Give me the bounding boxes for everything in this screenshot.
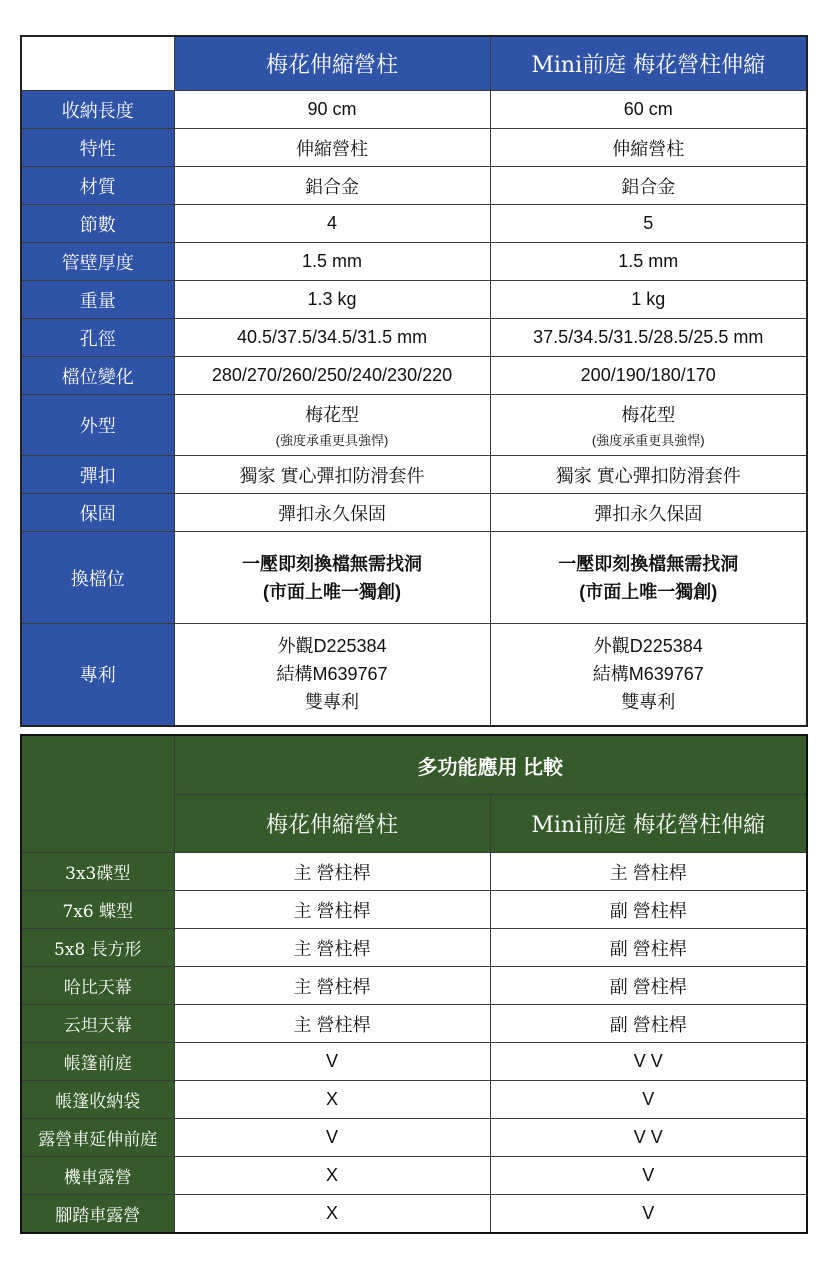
spec-value-b xyxy=(490,532,807,624)
spec-value-a: 280/270/260/250/240/230/220 xyxy=(174,357,490,395)
spec-value-b: 1 kg xyxy=(490,281,807,319)
shape-name: 梅花型 xyxy=(305,405,359,425)
switch-feature: 一壓即刻換檔無需找洞 xyxy=(242,553,422,574)
spec-row-warranty xyxy=(21,494,807,532)
usage-value-b: 副 營柱桿 xyxy=(490,967,807,1005)
usage-row-label: 5x8 長方形 xyxy=(21,929,174,967)
usage-row-label: 腳踏車露營 xyxy=(21,1195,174,1233)
spec-row-label: 重量 xyxy=(21,281,174,319)
spec-value-a: 90 cm xyxy=(174,91,490,129)
spec-row xyxy=(21,243,807,281)
usage-value-b: 主 營柱桿 xyxy=(490,853,807,891)
patent-design: 外觀D225384 xyxy=(593,636,703,657)
spec-row xyxy=(21,91,807,129)
spec-row-patent xyxy=(21,624,807,726)
usage-value-b: V xyxy=(490,1081,807,1119)
shape-name: 梅花型 xyxy=(621,405,676,425)
spec-value-a: 獨家 實心彈扣防滑套件 xyxy=(174,456,490,494)
switch-note: (市面上唯一獨創) xyxy=(263,581,401,602)
spec-comparison-table xyxy=(20,35,808,727)
usage-row xyxy=(21,967,807,1005)
spec-row-label: 收納長度 xyxy=(21,91,174,129)
usage-value-b: V xyxy=(490,1195,807,1233)
usage-value-a: 主 營柱桿 xyxy=(174,891,490,929)
usage-value-a: X xyxy=(174,1195,490,1233)
spec-value-a: 4 xyxy=(174,205,490,243)
usage-value-a: X xyxy=(174,1081,490,1119)
spec-value-a: 1.5 mm xyxy=(174,243,490,281)
spec-row-label: 保固 xyxy=(21,494,174,532)
spec-row-buckle xyxy=(21,456,807,494)
spec-value-a: 鋁合金 xyxy=(174,167,490,205)
usage-row-label: 云坦天幕 xyxy=(21,1005,174,1043)
usage-row xyxy=(21,1195,807,1233)
usage-row xyxy=(21,1157,807,1195)
usage-value-b: V V xyxy=(490,1119,807,1157)
spec-row-label: 專利 xyxy=(21,624,174,726)
usage-row-label: 哈比天幕 xyxy=(21,967,174,1005)
usage-value-a: V xyxy=(174,1043,490,1081)
usage-product-a-header: 梅花伸縮營柱 xyxy=(174,795,490,853)
spec-value-b: 獨家 實心彈扣防滑套件 xyxy=(490,456,807,494)
spec-value-a: 彈扣永久保固 xyxy=(174,494,490,532)
usage-table-title: 多功能應用 比較 xyxy=(174,735,807,795)
usage-value-b: 副 營柱桿 xyxy=(490,891,807,929)
spec-value-b xyxy=(490,395,807,456)
usage-value-a: 主 營柱桿 xyxy=(174,1005,490,1043)
usage-row-label: 帳篷收納袋 xyxy=(21,1081,174,1119)
switch-feature: 一壓即刻換檔無需找洞 xyxy=(558,553,739,574)
patent-structure: 結構M639767 xyxy=(592,664,704,685)
spec-value-b: 1.5 mm xyxy=(490,243,807,281)
spec-row-label: 彈扣 xyxy=(21,456,174,494)
usage-value-b: V xyxy=(490,1157,807,1195)
shape-note: (強度承重更具強悍) xyxy=(275,433,389,448)
spec-row-shape xyxy=(21,395,807,456)
usage-row xyxy=(21,853,807,891)
spec-value-a: 40.5/37.5/34.5/31.5 mm xyxy=(174,319,490,357)
usage-row-label: 7x6 蝶型 xyxy=(21,891,174,929)
spec-row-label: 孔徑 xyxy=(21,319,174,357)
spec-value-b: 200/190/180/170 xyxy=(490,357,807,395)
usage-value-a: V xyxy=(174,1119,490,1157)
usage-product-b-header: Mini前庭 梅花營柱伸縮 xyxy=(490,795,807,853)
usage-row-label: 機車露營 xyxy=(21,1157,174,1195)
spec-row xyxy=(21,319,807,357)
spec-value-b: 彈扣永久保固 xyxy=(490,494,807,532)
spec-row-label: 換檔位 xyxy=(21,532,174,624)
usage-value-a: 主 營柱桿 xyxy=(174,853,490,891)
spec-value-b: 鋁合金 xyxy=(490,167,807,205)
spec-row xyxy=(21,281,807,319)
usage-row xyxy=(21,1081,807,1119)
patent-design: 外觀D225384 xyxy=(277,636,387,657)
spec-row-label: 節數 xyxy=(21,205,174,243)
usage-value-b: 副 營柱桿 xyxy=(490,1005,807,1043)
spec-value-b: 伸縮營柱 xyxy=(490,129,807,167)
spec-row-label: 特性 xyxy=(21,129,174,167)
usage-row xyxy=(21,891,807,929)
patent-double: 雙專利 xyxy=(621,692,676,713)
usage-value-b: 副 營柱桿 xyxy=(490,929,807,967)
patent-structure: 結構M639767 xyxy=(276,664,388,685)
spec-value-a xyxy=(174,532,490,624)
usage-row-label: 帳篷前庭 xyxy=(21,1043,174,1081)
usage-comparison-table xyxy=(20,734,808,1234)
usage-row xyxy=(21,1043,807,1081)
product-a-header: 梅花伸縮營柱 xyxy=(174,36,490,91)
usage-row-label: 露營車延伸前庭 xyxy=(21,1119,174,1157)
shape-note: (強度承重更具強悍) xyxy=(591,433,705,448)
spec-row xyxy=(21,129,807,167)
usage-row xyxy=(21,1119,807,1157)
usage-header-corner xyxy=(21,735,174,853)
spec-header-row xyxy=(21,36,807,91)
spec-value-b: 37.5/34.5/31.5/28.5/25.5 mm xyxy=(490,319,807,357)
spec-row-label: 管壁厚度 xyxy=(21,243,174,281)
switch-note: (市面上唯一獨創) xyxy=(579,581,718,602)
spec-value-a xyxy=(174,624,490,726)
usage-value-a: 主 營柱桿 xyxy=(174,967,490,1005)
usage-title-row xyxy=(21,735,807,795)
spec-value-b: 5 xyxy=(490,205,807,243)
spec-row-label: 檔位變化 xyxy=(21,357,174,395)
spec-row-label: 外型 xyxy=(21,395,174,456)
usage-value-a: X xyxy=(174,1157,490,1195)
spec-row xyxy=(21,167,807,205)
spec-value-a xyxy=(174,395,490,456)
spec-row-label: 材質 xyxy=(21,167,174,205)
spec-value-a: 伸縮營柱 xyxy=(174,129,490,167)
product-b-header: Mini前庭 梅花營柱伸縮 xyxy=(490,36,807,91)
spec-value-b: 60 cm xyxy=(490,91,807,129)
spec-row xyxy=(21,357,807,395)
usage-row-label: 3x3碟型 xyxy=(21,853,174,891)
patent-double: 雙專利 xyxy=(305,692,359,713)
spec-row-switch xyxy=(21,532,807,624)
usage-row xyxy=(21,929,807,967)
spec-value-a: 1.3 kg xyxy=(174,281,490,319)
usage-value-b: V V xyxy=(490,1043,807,1081)
spec-value-b xyxy=(490,624,807,726)
usage-value-a: 主 營柱桿 xyxy=(174,929,490,967)
spec-row xyxy=(21,205,807,243)
usage-row xyxy=(21,1005,807,1043)
header-corner xyxy=(21,36,174,91)
